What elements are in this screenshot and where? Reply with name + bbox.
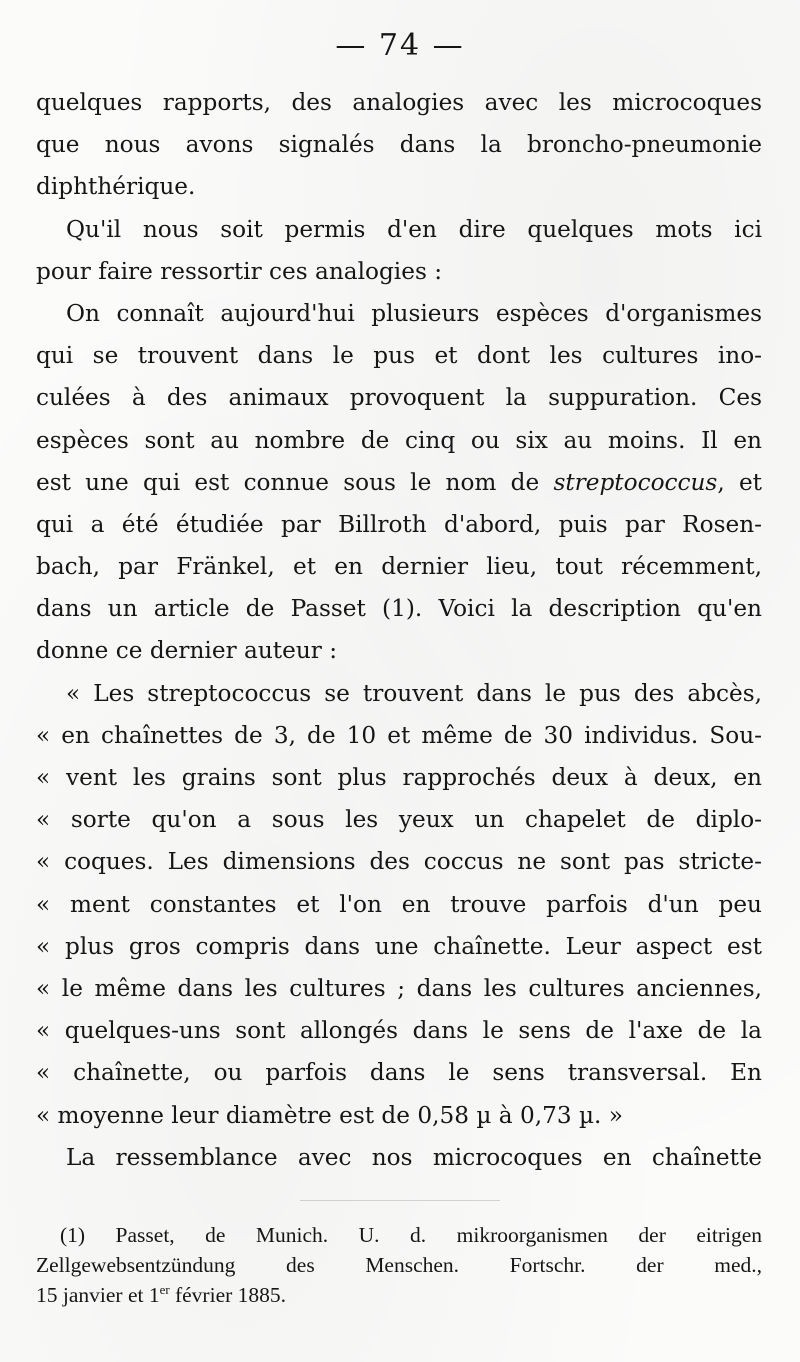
- text-line: Qu'il nous soit permis d'en dire quelques mots ici: [66, 215, 762, 243]
- text-line: pour faire ressortir ces analogies :: [36, 257, 443, 285]
- text-line: bach, par Fränkel, et en dernier lieu, tout récemment,: [36, 553, 762, 581]
- footnote-divider: [300, 1200, 500, 1201]
- text-line: diphthérique.: [36, 173, 196, 201]
- main-text: [36, 82, 762, 1179]
- text-line: On connaît aujourd'hui plusieurs espèces d'organismes: [66, 299, 762, 327]
- superscript: er: [159, 1282, 170, 1297]
- text-line: que nous avons signalés dans la broncho-pneumonie: [36, 131, 762, 159]
- quote-line: « chaînette, ou parfois dans le sens transversal. En: [36, 1059, 762, 1087]
- text-line: culées à des animaux provoquent la suppuration. Ces: [36, 384, 762, 412]
- quote-line: « sorte qu'on a sous les yeux un chapelet de diplo-: [36, 806, 762, 834]
- quote-line: « quelques-uns sont allongés dans le sens de l'axe de la: [36, 1017, 762, 1045]
- text-line-with-italic: [36, 462, 762, 504]
- footnote-segment: février 1885.: [169, 1283, 287, 1307]
- footnote-line: Zellgewebsentzündung des Menschen. Fortschr. der med.,: [36, 1253, 762, 1277]
- text-line: quelques rapports, des analogies avec les microcoques: [36, 89, 762, 116]
- page-number: — 74 —: [335, 28, 465, 63]
- quote-line: « ment constantes et l'on en trouve parfois d'un peu: [36, 890, 762, 918]
- footnote: [36, 1220, 762, 1310]
- text-line: La ressemblance avec nos microcoques en chaînette: [66, 1143, 762, 1171]
- text-segment: , et: [717, 468, 762, 496]
- text-line: qui a été étudiée par Billroth d'abord, puis par Rosen-: [36, 510, 762, 538]
- quote-line: « coques. Les dimensions des coccus ne sont pas stricte-: [36, 848, 762, 876]
- footnote-segment: 15 janvier et 1: [36, 1283, 160, 1307]
- italic-term: streptococcus: [553, 468, 718, 496]
- text-line: espèces sont au nombre de cinq ou six au moins. Il en: [36, 426, 762, 454]
- text-line: qui se trouvent dans le pus et dont les cultures ino-: [36, 342, 762, 370]
- quote-line: « plus gros compris dans une chaînette. Leur aspect est: [36, 932, 762, 960]
- footnote-line: (1) Passet, de Munich. U. d. mikroorganismen der eitrigen: [60, 1223, 762, 1247]
- text-line: donne ce dernier auteur :: [36, 637, 338, 665]
- quote-line: « moyenne leur diamètre est de 0,58 µ à 0,73 µ. »: [36, 1101, 623, 1129]
- quote-line: « en chaînettes de 3, de 10 et même de 30 individus. Sou-: [36, 721, 762, 749]
- footnote-line-with-superscript: [36, 1280, 762, 1310]
- quote-line: « Les streptococcus se trouvent dans le pus des abcès,: [66, 679, 762, 707]
- text-line: dans un article de Passet (1). Voici la description qu'en: [36, 595, 762, 623]
- quote-line: « le même dans les cultures ; dans les cultures anciennes,: [36, 974, 762, 1002]
- text-segment: est une qui est connue sous le nom de: [36, 468, 554, 496]
- quote-line: « vent les grains sont plus rapprochés deux à deux, en: [36, 764, 762, 791]
